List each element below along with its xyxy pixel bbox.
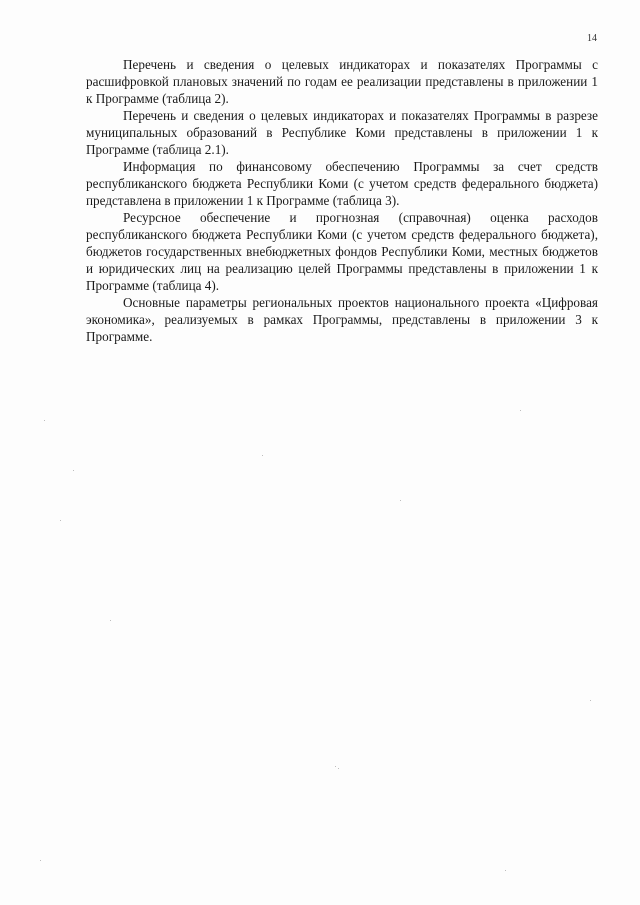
scan-speck: [262, 455, 263, 456]
paragraph-targets: Перечень и сведения о целевых индикаторах и показателях Программы с расшифровкой плановых значений по годам ее реализации представлены в приложении 1 к Программе (таблица 2).: [86, 57, 598, 106]
scan-speck: [590, 700, 591, 701]
paragraph-financing: Информация по финансовому обеспечению Программы за счет средств республиканского бюджета Республики Коми (с учетом средств федерального бюджета) представлена в приложении 1 к Программе (таблица 3).: [86, 159, 598, 208]
paragraph-regional-projects: Основные параметры региональных проектов национального проекта «Цифровая экономика», реализуемых в рамках Программы, представлены в приложении 3 к Программе.: [86, 295, 598, 344]
scan-speck: [505, 870, 506, 871]
scan-speck: [60, 520, 61, 521]
scan-speck: [73, 470, 74, 471]
scan-speck: [338, 768, 339, 769]
scan-speck: [40, 860, 41, 861]
paragraph-municipal: Перечень и сведения о целевых индикаторах и показателях Программы в разрезе муниципальных образований в Республике Коми представлены в приложении 1 к Программе (таблица 2.1).: [86, 108, 598, 157]
scan-speck: [44, 420, 45, 421]
document-body: [86, 56, 598, 345]
paragraph-resources: Ресурсное обеспечение и прогнозная (справочная) оценка расходов республиканского бюджета Республики Коми (с учетом средств федерального бюджета), бюджетов государственных внебюджетных фондов Республики Коми, местных бюджетов и юридических лиц на реализацию целей Программы представлены в приложении 1 к Программе (таблица 4).: [86, 210, 598, 293]
scan-speck: [110, 620, 111, 621]
scan-speck: [335, 766, 336, 767]
scan-speck: [400, 500, 401, 501]
page-number: 14: [587, 33, 597, 44]
scan-speck: [520, 410, 521, 411]
